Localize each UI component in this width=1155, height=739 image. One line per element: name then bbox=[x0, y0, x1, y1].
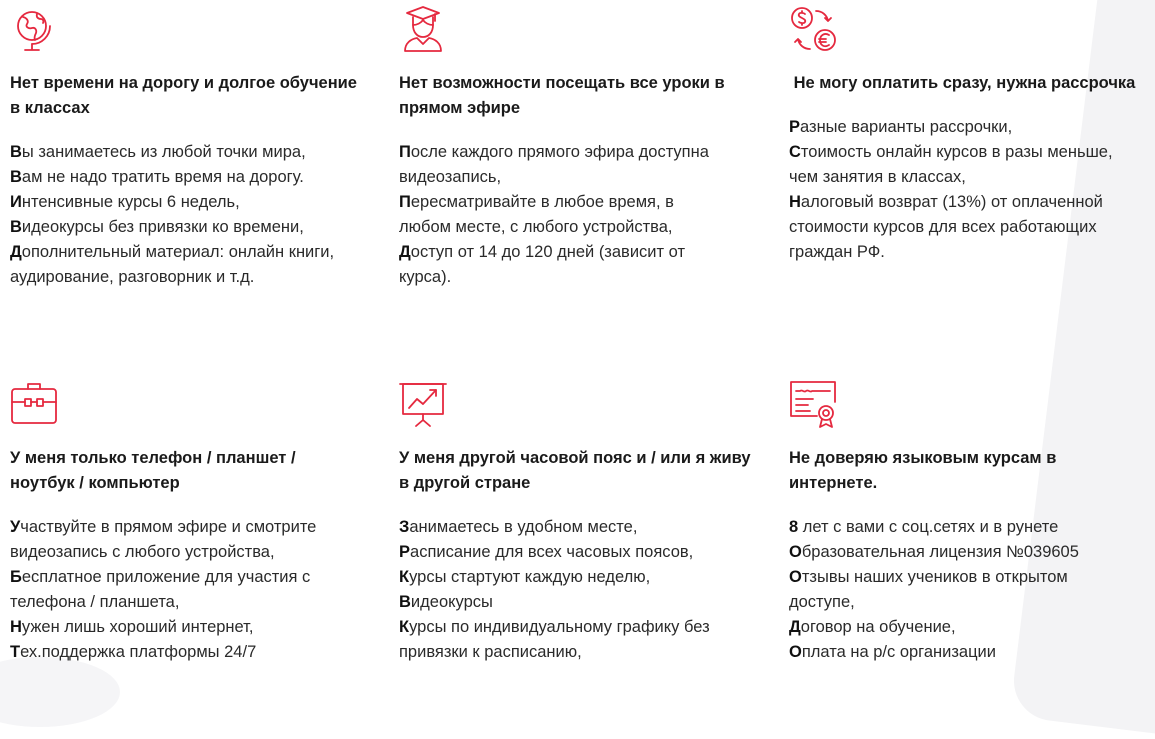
card-line: Образовательная лицензия №039605 bbox=[789, 543, 1079, 561]
card-line: Дополнительный материал: онлайн книги, bbox=[10, 243, 335, 261]
card-line: Налоговый возврат (13%) от оплаченной bbox=[789, 193, 1103, 211]
presentation-board-icon bbox=[399, 380, 447, 428]
card-line: аудирование, разговорник и т.д. bbox=[10, 268, 255, 286]
feature-card-installments bbox=[789, 5, 1155, 305]
feature-card-no-time bbox=[10, 5, 380, 305]
card-line: Видеокурсы без привязки ко времени, bbox=[10, 218, 304, 236]
card-title-line: Не могу оплатить сразу, нужна рассрочка bbox=[789, 74, 1136, 92]
card-line: Тех.поддержка платформы 24/7 bbox=[10, 643, 257, 661]
card-line: чем занятия в классах, bbox=[789, 168, 966, 186]
card-title-line: Нет возможности посещать все уроки в bbox=[399, 74, 725, 92]
card-line: граждан РФ. bbox=[789, 243, 885, 261]
card-line: Вы занимаетесь из любой точки мира, bbox=[10, 143, 306, 161]
card-line: После каждого прямого эфира доступна bbox=[399, 143, 709, 161]
card-line: доступе, bbox=[789, 593, 855, 611]
card-line: Стоимость онлайн курсов в разы меньше, bbox=[789, 143, 1113, 161]
card-line: Отзывы наших учеников в открытом bbox=[789, 568, 1068, 586]
card-line: Вам не надо тратить время на дорогу. bbox=[10, 168, 304, 186]
card-title-line: Нет времени на дорогу и долгое обучение bbox=[10, 74, 357, 92]
card-line: Интенсивные курсы 6 недель, bbox=[10, 193, 240, 211]
card-line: любом месте, с любого устройства, bbox=[399, 218, 673, 236]
card-line: видеозапись, bbox=[399, 168, 502, 186]
certificate-icon bbox=[789, 380, 837, 428]
card-title-line: интернете. bbox=[789, 474, 878, 492]
card-line: видеозапись с любого устройства, bbox=[10, 543, 275, 561]
card-title-line: прямом эфире bbox=[399, 99, 521, 117]
card-line: курса). bbox=[399, 268, 452, 286]
card-line: Разные варианты рассрочки, bbox=[789, 118, 1013, 136]
currency-exchange-icon bbox=[789, 5, 837, 53]
graduate-icon bbox=[399, 5, 447, 53]
card-line: 8 лет с вами с соц.сетях и в рунете bbox=[789, 518, 1059, 536]
card-title-line: в классах bbox=[10, 99, 90, 117]
card-line: Нужен лишь хороший интернет, bbox=[10, 618, 254, 636]
globe-icon bbox=[10, 5, 58, 53]
card-title-line: ноутбук / компьютер bbox=[10, 474, 180, 492]
card-line: Участвуйте в прямом эфире и смотрите bbox=[10, 518, 317, 536]
feature-card-live-lessons bbox=[399, 5, 769, 305]
feature-card-devices bbox=[10, 380, 380, 680]
feature-card-timezone bbox=[399, 380, 769, 680]
card-line: стоимости курсов для всех работающих bbox=[789, 218, 1097, 236]
card-line: Бесплатное приложение для участия с bbox=[10, 568, 311, 586]
card-line: Видеокурсы bbox=[399, 593, 493, 611]
briefcase-icon bbox=[10, 380, 58, 428]
card-title-line: Не доверяю языковым курсам в bbox=[789, 449, 1057, 467]
card-line: Курсы стартуют каждую неделю, bbox=[399, 568, 651, 586]
card-title-line: У меня только телефон / планшет / bbox=[10, 449, 296, 467]
card-line: Оплата на р/с организации bbox=[789, 643, 996, 661]
card-line: Занимаетесь в удобном месте, bbox=[399, 518, 638, 536]
card-line: Доступ от 14 до 120 дней (зависит от bbox=[399, 243, 686, 261]
card-line: телефона / планшета, bbox=[10, 593, 180, 611]
card-title-line: У меня другой часовой пояс и / или я живу bbox=[399, 449, 751, 467]
card-title-line: в другой стране bbox=[399, 474, 531, 492]
card-line: Пересматривайте в любое время, в bbox=[399, 193, 674, 211]
card-line: Курсы по индивидуальному графику без bbox=[399, 618, 710, 636]
card-line: Договор на обучение, bbox=[789, 618, 956, 636]
card-line: привязки к расписанию, bbox=[399, 643, 582, 661]
feature-card-trust bbox=[789, 380, 1155, 680]
card-line: Расписание для всех часовых поясов, bbox=[399, 543, 694, 561]
